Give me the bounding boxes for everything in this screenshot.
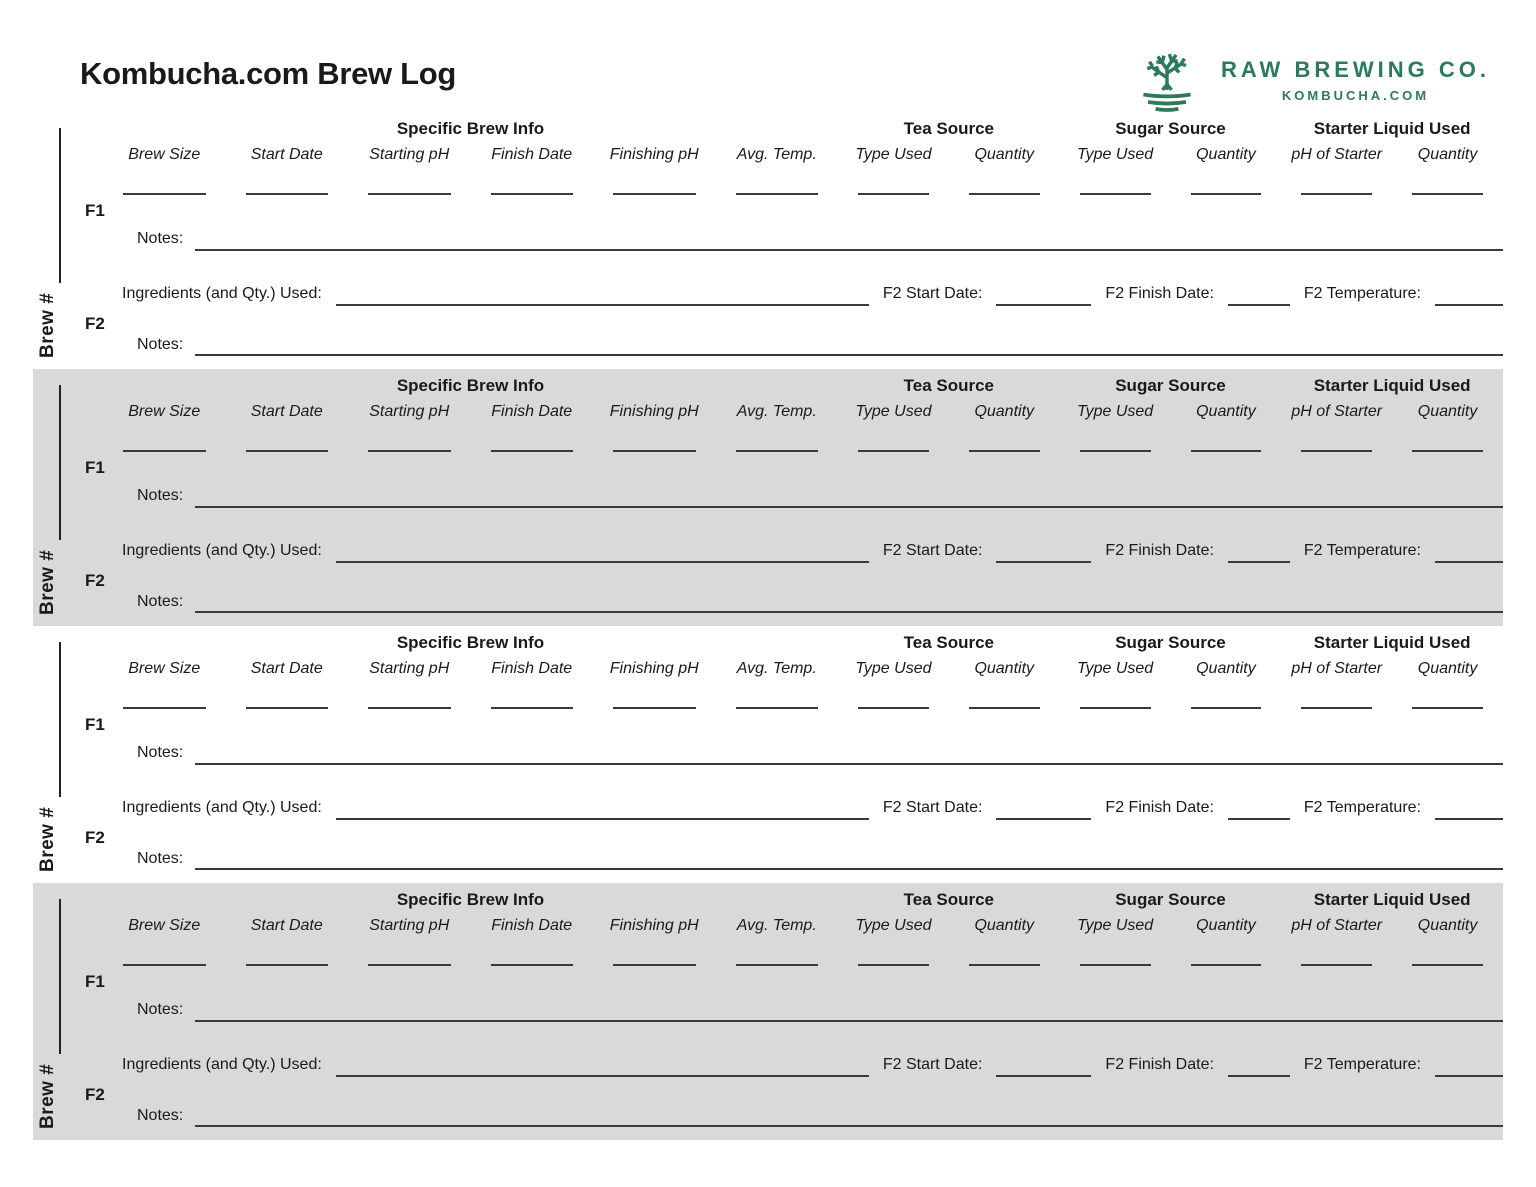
field-line	[123, 964, 206, 966]
field-line	[491, 193, 574, 195]
field-line	[1191, 193, 1262, 195]
row-field-lines	[103, 450, 1503, 452]
notes-line	[195, 868, 1503, 870]
column-label: Avg. Temp.	[736, 917, 817, 934]
column-label: Start Date	[250, 146, 323, 163]
field-line	[1412, 707, 1483, 709]
field-line	[1191, 450, 1262, 452]
column-label: Quantity	[1417, 660, 1478, 677]
column-label: Type Used	[1076, 403, 1154, 420]
column-label: Quantity	[1417, 403, 1478, 420]
group-header-tea-source: Tea Source	[903, 633, 995, 652]
f2-label: F2	[85, 828, 105, 847]
brand-domain: KOMBUCHA.COM	[1281, 87, 1430, 103]
column-label: Type Used	[1076, 917, 1154, 934]
f2-temperature-label: F2 Temperature:	[1303, 541, 1421, 559]
brew-number-label: Brew #	[37, 292, 58, 358]
f2-temperature-line	[1435, 561, 1503, 563]
f2-finish-date-line	[1228, 304, 1290, 306]
column-label: Quantity	[1196, 146, 1256, 163]
column-label: Brew Size	[128, 146, 201, 163]
field-line	[1080, 450, 1151, 452]
field-line	[1301, 193, 1372, 195]
f2-start-date-label: F2 Start Date:	[882, 798, 983, 816]
f1-label: F1	[85, 201, 105, 220]
column-label: Type Used	[855, 660, 932, 677]
field-line	[969, 193, 1040, 195]
field-line	[613, 193, 696, 195]
field-line	[1191, 707, 1262, 709]
f2-temperature-label: F2 Temperature:	[1303, 1055, 1421, 1073]
field-line	[1412, 450, 1483, 452]
brand-text	[1221, 58, 1490, 101]
field-line	[613, 450, 696, 452]
field-line	[969, 964, 1040, 966]
f2-start-date-line	[996, 561, 1091, 563]
column-label: Start Date	[250, 660, 323, 677]
field-line	[736, 193, 819, 195]
f2-start-date-label: F2 Start Date:	[882, 284, 983, 302]
brew-section	[33, 883, 1503, 1140]
row-field-lines	[103, 964, 1503, 966]
notes-label: Notes:	[137, 592, 184, 610]
f2-start-date-line	[996, 304, 1091, 306]
column-label: Quantity	[1196, 403, 1256, 420]
column-label: Finishing pH	[609, 403, 699, 420]
column-label: Type Used	[1076, 146, 1154, 163]
brew-section	[33, 369, 1503, 626]
field-line	[368, 964, 451, 966]
ingredients-label: Ingredients (and Qty.) Used:	[122, 284, 322, 302]
ingredients-label: Ingredients (and Qty.) Used:	[122, 798, 322, 816]
column-label: Brew Size	[128, 403, 201, 420]
row-group-headers	[103, 883, 1503, 909]
row-group-headers	[103, 626, 1503, 652]
column-label: pH of Starter	[1291, 917, 1383, 934]
group-header-tea-source: Tea Source	[903, 890, 995, 909]
field-line	[969, 450, 1040, 452]
f2-info-row	[122, 286, 1503, 303]
column-label: Finishing pH	[609, 146, 699, 163]
page-header	[0, 0, 1536, 112]
notes-line	[195, 1125, 1503, 1127]
brew-number-line	[59, 899, 61, 1054]
section-content	[75, 369, 1503, 626]
field-line	[858, 193, 929, 195]
column-label: pH of Starter	[1291, 403, 1383, 420]
field-line	[123, 193, 206, 195]
f1-notes-row	[137, 1002, 1503, 1019]
f1-notes-row	[137, 488, 1503, 505]
f2-info-row	[122, 800, 1503, 817]
column-label: Quantity	[974, 660, 1035, 677]
brand-logo	[1127, 42, 1490, 118]
field-line	[858, 964, 929, 966]
row-column-headers	[103, 403, 1503, 420]
ingredients-line	[336, 304, 869, 306]
tree-icon	[1127, 42, 1207, 118]
notes-label: Notes:	[137, 230, 184, 247]
ingredients-line	[336, 561, 869, 563]
notes-label: Notes:	[137, 487, 184, 504]
notes-line	[195, 763, 1503, 765]
field-line	[1191, 964, 1262, 966]
column-label: Type Used	[855, 146, 932, 163]
column-label: Quantity	[1417, 146, 1478, 163]
group-header-starter-liquid-used: Starter Liquid Used	[1313, 376, 1471, 395]
group-header-specific-brew-info: Specific Brew Info	[396, 376, 545, 395]
group-header-sugar-source: Sugar Source	[1115, 119, 1226, 138]
column-label: Finishing pH	[609, 660, 699, 677]
field-line	[368, 193, 451, 195]
f2-temperature-label: F2 Temperature:	[1303, 284, 1421, 302]
column-label: Finishing pH	[609, 917, 699, 934]
f2-finish-date-line	[1228, 561, 1290, 563]
notes-label: Notes:	[137, 1106, 184, 1124]
section-content	[75, 112, 1503, 369]
column-label: Quantity	[974, 917, 1035, 934]
column-label: Finish Date	[491, 917, 573, 934]
notes-label: Notes:	[137, 744, 184, 761]
brew-number	[33, 128, 73, 362]
f2-start-date-line	[996, 818, 1091, 820]
f2-label: F2	[85, 1085, 105, 1104]
column-label: Quantity	[1196, 660, 1256, 677]
ingredients-label: Ingredients (and Qty.) Used:	[122, 1055, 322, 1073]
row-column-headers	[103, 660, 1503, 677]
row-column-headers	[103, 917, 1503, 934]
notes-label: Notes:	[137, 1001, 184, 1018]
brew-number-label: Brew #	[37, 549, 58, 615]
row-group-headers	[103, 369, 1503, 395]
f2-finish-date-label: F2 Finish Date:	[1105, 798, 1214, 816]
group-header-tea-source: Tea Source	[903, 376, 995, 395]
column-label: Start Date	[250, 403, 323, 420]
f2-notes-row	[137, 851, 1503, 868]
group-header-starter-liquid-used: Starter Liquid Used	[1313, 890, 1471, 909]
column-label: Finish Date	[491, 146, 573, 163]
f2-notes-row	[137, 594, 1503, 611]
column-label: pH of Starter	[1291, 146, 1383, 163]
column-label: Brew Size	[128, 917, 201, 934]
brew-sections	[0, 112, 1536, 1140]
f2-temperature-label: F2 Temperature:	[1303, 798, 1421, 816]
f2-finish-date-line	[1228, 818, 1290, 820]
f2-temperature-line	[1435, 818, 1503, 820]
field-line	[246, 707, 329, 709]
field-line	[613, 964, 696, 966]
field-line	[123, 450, 206, 452]
field-line	[1301, 707, 1372, 709]
f2-info-row	[122, 543, 1503, 560]
brand-name: RAW BREWING CO.	[1221, 57, 1490, 83]
column-label: Avg. Temp.	[736, 660, 817, 677]
field-line	[246, 964, 329, 966]
f2-info-row	[122, 1057, 1503, 1074]
column-label: Type Used	[855, 917, 932, 934]
f2-start-date-label: F2 Start Date:	[882, 541, 983, 559]
group-header-sugar-source: Sugar Source	[1115, 890, 1226, 909]
f2-label: F2	[85, 314, 105, 333]
section-content	[75, 883, 1503, 1140]
field-line	[969, 707, 1040, 709]
f2-start-date-label: F2 Start Date:	[882, 1055, 983, 1073]
field-line	[1412, 964, 1483, 966]
group-header-sugar-source: Sugar Source	[1115, 376, 1226, 395]
notes-line	[195, 1020, 1503, 1022]
field-line	[491, 450, 574, 452]
row-group-headers	[103, 112, 1503, 138]
column-label: Type Used	[1076, 660, 1154, 677]
brew-number	[33, 385, 73, 619]
brew-number-line	[59, 385, 61, 540]
group-header-starter-liquid-used: Starter Liquid Used	[1313, 633, 1471, 652]
column-label: Avg. Temp.	[736, 403, 817, 420]
field-line	[1301, 450, 1372, 452]
brew-number	[33, 899, 73, 1133]
column-label: Quantity	[1196, 917, 1256, 934]
field-line	[491, 964, 574, 966]
f2-finish-date-label: F2 Finish Date:	[1105, 541, 1214, 559]
notes-line	[195, 506, 1503, 508]
brew-number	[33, 642, 73, 876]
f1-notes-row	[137, 231, 1503, 248]
field-line	[736, 964, 819, 966]
brew-number-label: Brew #	[37, 806, 58, 872]
group-header-specific-brew-info: Specific Brew Info	[396, 633, 545, 652]
f1-label: F1	[85, 458, 105, 477]
row-field-lines	[103, 193, 1503, 195]
f1-label: F1	[85, 715, 105, 734]
column-label: pH of Starter	[1291, 660, 1383, 677]
field-line	[246, 193, 329, 195]
field-line	[123, 707, 206, 709]
f1-label: F1	[85, 972, 105, 991]
field-line	[491, 707, 574, 709]
notes-line	[195, 249, 1503, 251]
column-label: Quantity	[1417, 917, 1478, 934]
notes-label: Notes:	[137, 335, 184, 353]
column-label: Starting pH	[369, 403, 450, 420]
field-line	[246, 450, 329, 452]
column-label: Finish Date	[491, 660, 573, 677]
f2-finish-date-label: F2 Finish Date:	[1105, 284, 1214, 302]
brew-section	[33, 626, 1503, 883]
field-line	[613, 707, 696, 709]
column-label: Avg. Temp.	[736, 146, 817, 163]
field-line	[1301, 964, 1372, 966]
column-label: Starting pH	[369, 146, 450, 163]
group-header-starter-liquid-used: Starter Liquid Used	[1313, 119, 1471, 138]
group-header-specific-brew-info: Specific Brew Info	[396, 119, 545, 138]
field-line	[736, 707, 819, 709]
field-line	[858, 707, 929, 709]
f2-notes-row	[137, 337, 1503, 354]
brew-section	[33, 112, 1503, 369]
f2-temperature-line	[1435, 304, 1503, 306]
ingredients-line	[336, 1075, 869, 1077]
field-line	[1080, 964, 1151, 966]
page-title: Kombucha.com Brew Log	[80, 56, 457, 91]
notes-line	[195, 611, 1503, 613]
f1-notes-row	[137, 745, 1503, 762]
column-label: Start Date	[250, 917, 323, 934]
group-header-sugar-source: Sugar Source	[1115, 633, 1226, 652]
ingredients-label: Ingredients (and Qty.) Used:	[122, 541, 322, 559]
f2-finish-date-line	[1228, 1075, 1290, 1077]
column-label: Starting pH	[369, 917, 450, 934]
f2-temperature-line	[1435, 1075, 1503, 1077]
field-line	[1080, 193, 1151, 195]
notes-line	[195, 354, 1503, 356]
field-line	[736, 450, 819, 452]
brew-number-line	[59, 128, 61, 283]
f2-notes-row	[137, 1108, 1503, 1125]
row-column-headers	[103, 146, 1503, 163]
brew-number-line	[59, 642, 61, 797]
ingredients-line	[336, 818, 869, 820]
group-header-specific-brew-info: Specific Brew Info	[396, 890, 545, 909]
field-line	[368, 450, 451, 452]
section-content	[75, 626, 1503, 883]
f2-label: F2	[85, 571, 105, 590]
f2-finish-date-label: F2 Finish Date:	[1105, 1055, 1214, 1073]
notes-label: Notes:	[137, 849, 184, 867]
column-label: Starting pH	[369, 660, 450, 677]
row-field-lines	[103, 707, 1503, 709]
field-line	[368, 707, 451, 709]
column-label: Finish Date	[491, 403, 573, 420]
field-line	[858, 450, 929, 452]
field-line	[1412, 193, 1483, 195]
column-label: Brew Size	[128, 660, 201, 677]
field-line	[1080, 707, 1151, 709]
column-label: Type Used	[855, 403, 932, 420]
column-label: Quantity	[974, 403, 1035, 420]
group-header-tea-source: Tea Source	[903, 119, 995, 138]
brew-number-label: Brew #	[37, 1063, 58, 1129]
f2-start-date-line	[996, 1075, 1091, 1077]
column-label: Quantity	[974, 146, 1035, 163]
